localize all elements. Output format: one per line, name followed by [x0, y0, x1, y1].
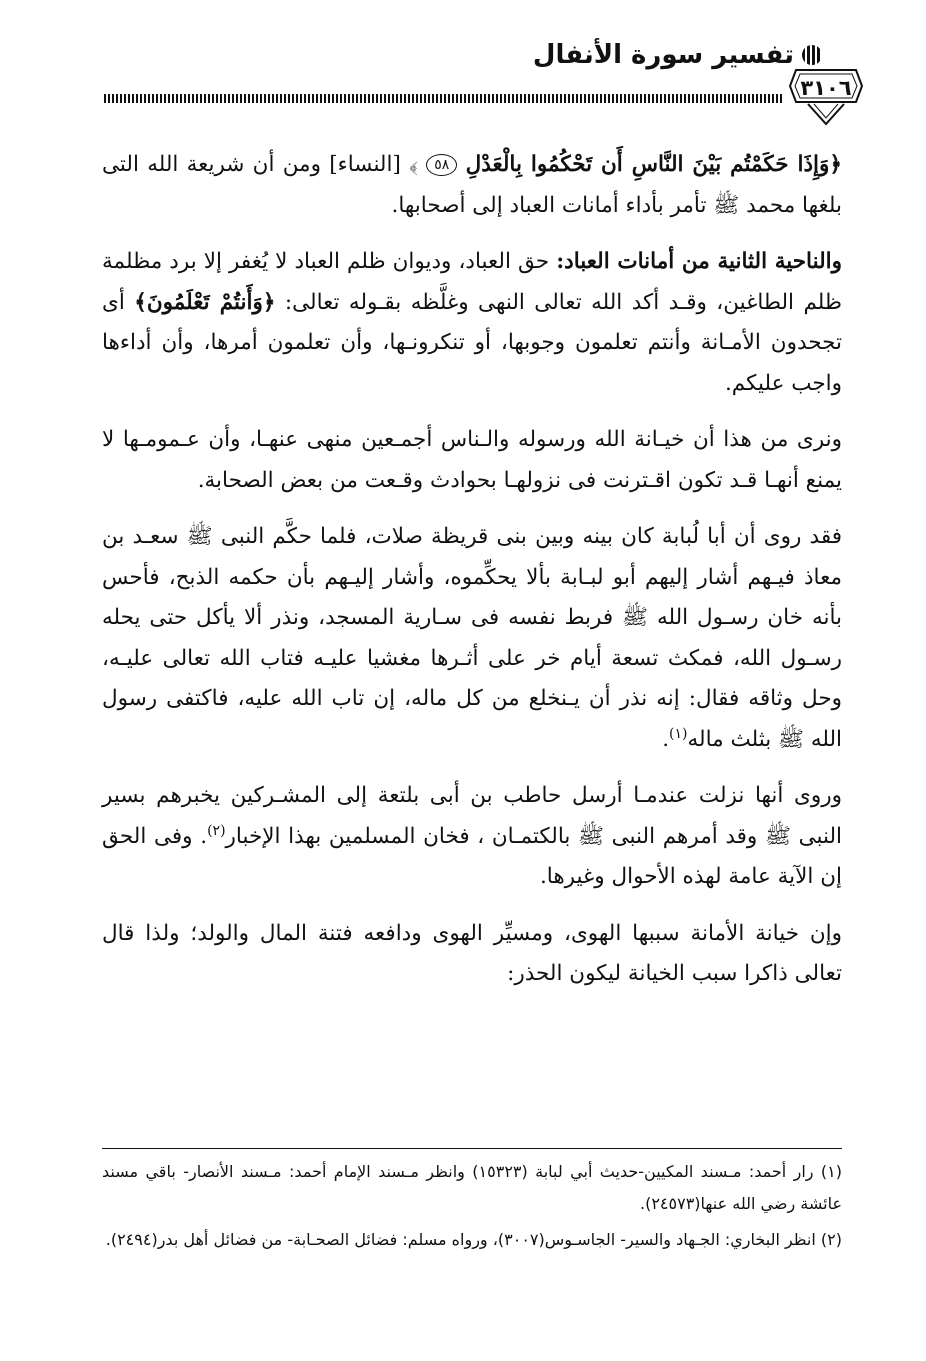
paragraph-5: وروى أنها نزلت عندمـا أرسل حاطب بن أبى بلتعة إلى المشـركين يخبرهم بسير النبى ﷺ وقد أمرهم النبى ﷺ بالكتمـان ، فخان المسلمين بهذا الإخبار$^{(٢)}$. وفى الحق إن الآية عامة لهذه الأحوال وغيرها. [102, 783, 842, 889]
paragraph-3: ونرى من هذا أن خيـانة الله ورسوله والـناس أجمـعين منهى عنهـا، وأن عـمومـها لا يمنع أنهـا قـد تكون اقـترنت فى نزولهـا بحوادث وقـعت من بعض الصحابة. [102, 427, 842, 493]
footnote-2: (٢) انظر البخاري: الجـهاد والسير- الجاسـوس(٣٠٠٧)، ورواه مسلم: فضائل الصحـابة- من فضائل أهل بدر(٢٤٩٤). [105, 1230, 842, 1249]
paragraph-text: فقد روى أن أبا لُبابة كان بينه وبين بنى قريظة صلات، فلما حكَّم النبى ﷺ سعـد بن معاذ فيـهم أشار إليهم أبو لبـابة بألا يحكِّموه، وأشار إليـهم بأن حكمه الذبح، فأحس بأنه خان رسـول الله ﷺ فربط نفسه فى سـارية المسجد، ونذر ألا يأكل حتى يحله رسـول الله، فمكث تسعة أيام خر على أثـرها مغشيا عليـه فتاب الله تعالى عليـه، وحل وثاقه فقال: إنه نذر أن يـنخلع من كل ماله، إن تاب الله عليه، فاكتفى رسول الله ﷺ بثلث ماله [102, 524, 842, 752]
ornament-icon [802, 45, 822, 65]
paragraph-text: ﴾ [النساء] ومن أن شريعة الله التى بلغها محمد ﷺ تأمر بأداء أمانات العباد إلى أصحابها. [102, 152, 842, 218]
quran-verse: ﴿وَأَنتُمْ تَعْلَمُونَ﴾ [134, 289, 276, 315]
header-rule [104, 94, 784, 103]
running-title-text: تفسير سورة الأنفال [532, 40, 794, 70]
paragraph-text: وروى أنها نزلت عندمـا أرسل حاطب بن أبى بلتعة إلى المشـركين يخبرهم بسير النبى ﷺ وقد أمرهم النبى ﷺ بالكتمـان ، فخان المسلمين بهذا الإخبار [102, 783, 842, 849]
footnote-1: (١) رار أحمد: مـسند المكيين-حديث أبي لبابة (١٥٣٢٣) وانظر مـسند الإمام أحمد: مـسند الأنصار- باقي مسند عائشة رضي الله عنها(٢٤٥٧٣). [102, 1162, 842, 1213]
quran-verse: ﴿وَإِذَا حَكَمْتُم بَيْنَ النَّاسِ أَن تَحْكُمُوا بِالْعَدْلِ [465, 152, 843, 177]
footnote-separator [102, 1148, 842, 1149]
paragraph-6: وإن خيانة الأمانة سببها الهوى، ومسيِّر الهوى ودافعه فتنة المال والولد؛ ولذا قال تعالى ذاكرا سبب الخيانة ليكون الحذر: [102, 920, 842, 986]
paragraph-1 [102, 145, 842, 226]
footnotes [102, 1156, 842, 1260]
paragraph-2 [102, 242, 842, 404]
page-number: ٣١٠٦ [800, 76, 852, 100]
paragraph-text: حق العباد، وديوان ظلم العباد لا يُغفر إلا برد مظلمة ظلم الطاغين، وقـد أكد الله تعالى النهى وغلَّظه بقـوله تعالى: [102, 249, 842, 315]
footnote-ref[interactable]: (١) [669, 725, 688, 742]
paragraph-text: أى تجحدون الأمـانة وأنتم تعلمون وجوبها، أو تنكرونـها، وأن تعلمون أمرها، وأن أداءها واجب عليكم. [102, 289, 842, 396]
main-text [102, 145, 842, 1011]
paragraph-4: فقد روى أن أبا لُبابة كان بينه وبين بنى قريظة صلات، فلما حكَّم النبى ﷺ سعـد بن معاذ فيـهم أشار إليهم أبو لبـابة بألا يحكِّموه، وأشار إليـهم بأن حكمه الذبح، فأحس بأنه خان رسـول الله ﷺ فربط نفسه فى سـارية المسجد، ونذر ألا يأكل حتى يحله رسـول الله، فمكث تسعة أيام خر على أثـرها مغشيا عليـه فتاب الله تعالى عليـه، وحل وثاقه فقال: إنه نذر أن يـنخلع من كل ماله، إن تاب الله عليه، فاكتفى رسول الله ﷺ بثلث ماله$^{(١)}$. [102, 524, 842, 752]
ayah-number: ٥٨ [426, 154, 457, 176]
footnote-ref[interactable]: (٢) [207, 822, 226, 839]
running-title [533, 40, 822, 70]
paragraph-lead: والناحية الثانية من أمانات العباد: [556, 249, 842, 274]
page-number-badge [786, 64, 866, 128]
